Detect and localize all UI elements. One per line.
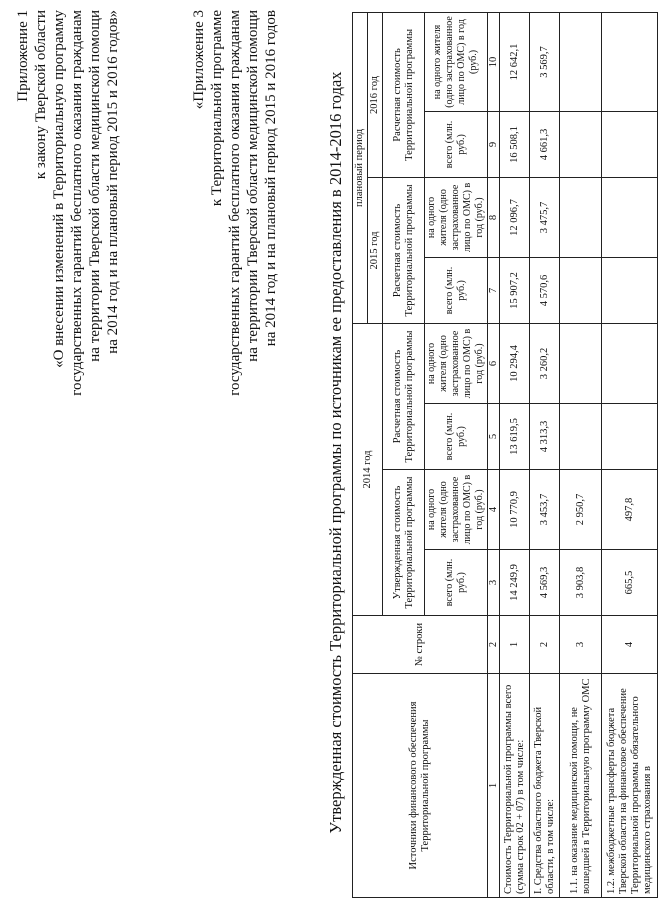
cell-value: 10 770,9 [500, 470, 530, 550]
header-line: «Приложение 3 [191, 10, 207, 110]
calc-cost-2014-header: Расчетная стоимость Территориальной программы [383, 323, 425, 469]
cost-table [352, 12, 658, 898]
column-number: 8 [488, 177, 500, 257]
cell-value: 3 903,8 [560, 550, 602, 616]
column-number-row [488, 12, 500, 897]
table-row [530, 12, 560, 897]
per-capita-header: на одного жителя (одно застрахованное лицо по ОМС) в год (руб.) [425, 12, 488, 111]
per-capita-header: на одного жителя (одно застрахованное лицо по ОМС) в год (руб.) [425, 470, 488, 550]
column-number: 6 [488, 323, 500, 403]
table-row [500, 12, 530, 897]
planned-period-header: плановый период [353, 12, 368, 323]
column-number: 4 [488, 470, 500, 550]
appendix-3-header [190, 10, 280, 396]
header-line: к Территориальной программе [209, 10, 225, 207]
total-header: всего (млн. руб.) [425, 257, 488, 323]
calc-cost-2016-header: Расчетная стоимость Территориальной программы [383, 12, 425, 177]
cell-value: 3 453,7 [530, 470, 560, 550]
cell-value: 4 569,3 [530, 550, 560, 616]
header-line: на 2014 год и на плановый период 2015 и 2016 годов» [105, 10, 121, 354]
cell-value [560, 111, 602, 177]
header-line: государственных гарантий бесплатного оказания гражданам [69, 10, 85, 396]
row-source: 1.1. на оказание медицинской помощи, не вошедшей в Территориальную программу ОМС [560, 674, 602, 898]
cell-value: 4 661,3 [530, 111, 560, 177]
row-number: 4 [602, 616, 658, 674]
row-number: 3 [560, 616, 602, 674]
cell-value: 3 475,7 [530, 177, 560, 257]
cell-value: 3 569,7 [530, 12, 560, 111]
document-title: Утвержденная стоимость Территориальной программы по источникам ее предоставления в 2014-2016 годах [326, 71, 345, 834]
appendix-1-header [14, 10, 122, 396]
calc-cost-2015-header: Расчетная стоимость Территориальной программы [383, 177, 425, 323]
cell-value: 497,8 [602, 470, 658, 550]
header-line: «О внесении изменений в Территориальную программу [51, 10, 67, 368]
header-line: к закону Тверской области [33, 10, 49, 180]
cell-value [602, 323, 658, 403]
cell-value [602, 111, 658, 177]
cell-value [602, 257, 658, 323]
year-2015-header: 2015 год [368, 177, 383, 323]
row-number: 1 [500, 616, 530, 674]
header-line: государственных гарантий бесплатного оказания гражданам [227, 10, 243, 396]
cell-value: 4 570,6 [530, 257, 560, 323]
cell-value [602, 12, 658, 111]
column-number: 10 [488, 12, 500, 111]
per-capita-header: на одного жителя (одно застрахованное лицо по ОМС) в год (руб.) [425, 177, 488, 257]
cell-value: 16 508,1 [500, 111, 530, 177]
column-number: 9 [488, 111, 500, 177]
column-number: 5 [488, 404, 500, 470]
header-line: на 2014 год и на плановый период 2015 и 2016 годов [263, 10, 279, 347]
cell-value [560, 177, 602, 257]
cell-value: 12 642,1 [500, 12, 530, 111]
column-number: 7 [488, 257, 500, 323]
per-capita-header: на одного жителя (одно застрахованное лицо по ОМС) в год (руб.) [425, 323, 488, 403]
header-line: на территории Тверской области медицинской помощи [245, 10, 261, 362]
row-source: 1.2. межбюджетные трансферты бюджета Тверской области на финансовое обеспечение Территориальной программы обязательного медицинского страхования в [602, 674, 658, 898]
row-number-column-header: № строки [353, 616, 488, 674]
table-row [560, 12, 602, 897]
cell-value [602, 177, 658, 257]
cell-value: 12 096,7 [500, 177, 530, 257]
total-header: всего (млн. руб.) [425, 550, 488, 616]
total-header: всего (млн. руб.) [425, 404, 488, 470]
column-number: 1 [488, 674, 500, 898]
row-source: I. Средства областного бюджета Тверской области, в том числе: [530, 674, 560, 898]
cell-value: 3 260,2 [530, 323, 560, 403]
cell-value: 10 294,4 [500, 323, 530, 403]
header-line: Приложение 1 [15, 10, 31, 102]
cell-value: 2 950,7 [560, 470, 602, 550]
cell-value [560, 323, 602, 403]
cell-value: 15 907,2 [500, 257, 530, 323]
year-2014-header: 2014 год [353, 323, 383, 615]
cell-value [560, 257, 602, 323]
column-number: 2 [488, 616, 500, 674]
year-2016-header: 2016 год [368, 12, 383, 177]
cell-value: 665,5 [602, 550, 658, 616]
total-header: всего (млн. руб.) [425, 111, 488, 177]
cell-value: 4 313,3 [530, 404, 560, 470]
header-line: на территории Тверской области медицинской помощи [87, 10, 103, 362]
approved-cost-header: Утвержденная стоимость Территориальной программы [383, 470, 425, 616]
row-source: Стоимость Территориальной программы всего (сумма строк 02 + 07) в том числе: [500, 674, 530, 898]
cell-value [560, 404, 602, 470]
column-number: 3 [488, 550, 500, 616]
header-row [353, 12, 368, 897]
table-row [602, 12, 658, 897]
cell-value [560, 12, 602, 111]
row-number: 2 [530, 616, 560, 674]
cell-value [602, 404, 658, 470]
cell-value: 14 249,9 [500, 550, 530, 616]
source-column-header: Источники финансового обеспечения Территориальной программы [353, 674, 488, 898]
cell-value: 13 619,5 [500, 404, 530, 470]
